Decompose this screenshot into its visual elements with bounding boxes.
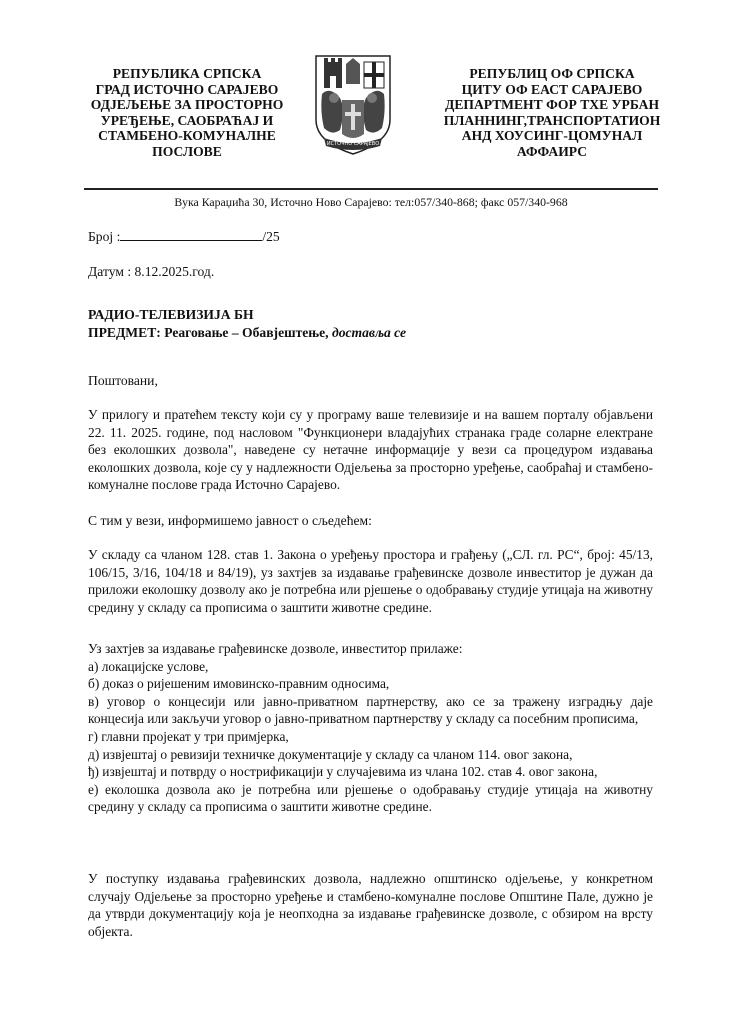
- header-right-line: ДЕПАРТМЕНТ ФОР ТХЕ УРБАН: [444, 97, 660, 113]
- list-intro: Уз захтјев за издавање грађевинске дозволе, инвеститор прилаже:: [88, 641, 463, 656]
- broj-blank: [120, 228, 262, 241]
- header-left-line: УРЕЂЕЊЕ, САОБРАЋАЈ И: [100, 112, 274, 128]
- broj-suffix: /25: [262, 229, 280, 244]
- header-left-line: ГРАД ИСТОЧНО САРАЈЕВО: [95, 81, 279, 97]
- list-item: б) доказ о ријешеним имовинско-правним односима,: [88, 676, 390, 692]
- list-item: ђ) извјештај и потврду о нострификацији у случајевима из члана 102. став 4. овог закона,: [88, 764, 598, 780]
- reference-number: [88, 228, 280, 245]
- header-right-line: ПЛАННИНГ,ТРАНСПОРТАТИОН: [443, 112, 661, 128]
- subject-line: [88, 324, 406, 341]
- subject-note: достављa се: [331, 325, 407, 340]
- coat-of-arms-icon: [310, 50, 396, 158]
- greeting: Поштовани,: [88, 373, 158, 388]
- header-right-line: АФФАИРС: [516, 143, 588, 159]
- paragraph-1: У прилогу и пратећем тексту који су у програму ваше телевизије и на вашем порталу објављени 22. 11. 2025. године, под насловом "Функционери владајућих странака граде соларне електране без еколошких дозвола", наведене су нетачне информације у вези са процедуром издавања еколошких дозвола, које су у надлежности Одјељења за просторно уређење, саобраћај и стамбено-комуналне послове града Источно Сарајево.: [88, 407, 653, 493]
- paragraph-2: С тим у вези, информишемо јавност о сљедећем:: [88, 513, 372, 528]
- header-left-line: РЕПУБЛИКА СРПСКА: [112, 66, 262, 81]
- header-right-line: АНД ХОУСИНГ-ЦОМУНАЛ: [461, 128, 643, 144]
- header-left-line: ОДЈЕЉЕЊЕ ЗА ПРОСТОРНО: [90, 97, 284, 113]
- broj-label: Број :: [88, 229, 121, 244]
- subject-text: Реаговање – Обавјештење,: [160, 325, 332, 340]
- list-item: д) извјештај о ревизији техничке документације у складу са чланом 114. овог закона,: [88, 746, 573, 762]
- recipient: РАДИО-ТЕЛЕВИЗИЈА БН: [88, 307, 254, 322]
- date-line: Датум : 8.12.2025.год.: [88, 264, 215, 279]
- header-left-line: СТАМБЕНО-КОМУНАЛНЕ: [98, 128, 276, 144]
- header-right-line: РЕПУБЛИЦ ОФ СРПСКА: [469, 66, 635, 81]
- paragraph-3: У складу са чланом 128. став 1. Закона о уређењу простора и грађењу („СЛ. гл. РС“, број: 45/13, 106/15, 3/16, 104/18 и 84/19), уз захтјев за издавање грађевинске дозволе инвеститор је дужан да приложи еколошку дозволу ако је потребна или рјешење о одобравању студије утицаја на животну средину у складу са прописима о заштити животне средине.: [88, 547, 653, 615]
- list-item: в) уговор о концесији или јавно-приватном партнерству, ако се за тражену изградњу даје концесија или закључи уговор о јавно-приватном партнерству у складу са посебним прописима,: [88, 693, 653, 727]
- header-left-line: ПОСЛОВЕ: [152, 143, 222, 159]
- list-item: е) еколошка дозвола ако је потребна или рјешење о одобравању студије утицаја на животну средину у складу са прописима о заштити животне средине.: [88, 781, 653, 815]
- paragraph-4: У поступку издавања грађевинских дозвола, надлежно општинско одјељење, у конкретном случају Одјељење за просторно уређење и стамбено-комуналне послове Општине Пале, дужно је да утврди документацију која је неопходна за издавање грађевинске дозволе, с обзиром на врсту објекта.: [88, 871, 653, 939]
- crest-text: ИСТОЧНО САРАЈЕВО: [326, 141, 380, 147]
- address-line: Вука Караџића 30, Источно Ново Сарајево: тел:057/340-868; факс 057/340-968: [174, 195, 568, 209]
- requirements-list: [88, 640, 653, 816]
- list-item: г) главни пројекат у три примјерка,: [88, 728, 289, 744]
- header-left-block: [82, 66, 292, 160]
- header-right-line: ЦИТУ ОФ ЕАСТ САРАЈЕВО: [461, 81, 643, 97]
- list-item: а) локацијске услове,: [88, 658, 209, 674]
- subject-label: ПРЕДМЕТ:: [88, 325, 161, 340]
- header-right-block: [442, 66, 662, 160]
- header-divider: [84, 188, 658, 190]
